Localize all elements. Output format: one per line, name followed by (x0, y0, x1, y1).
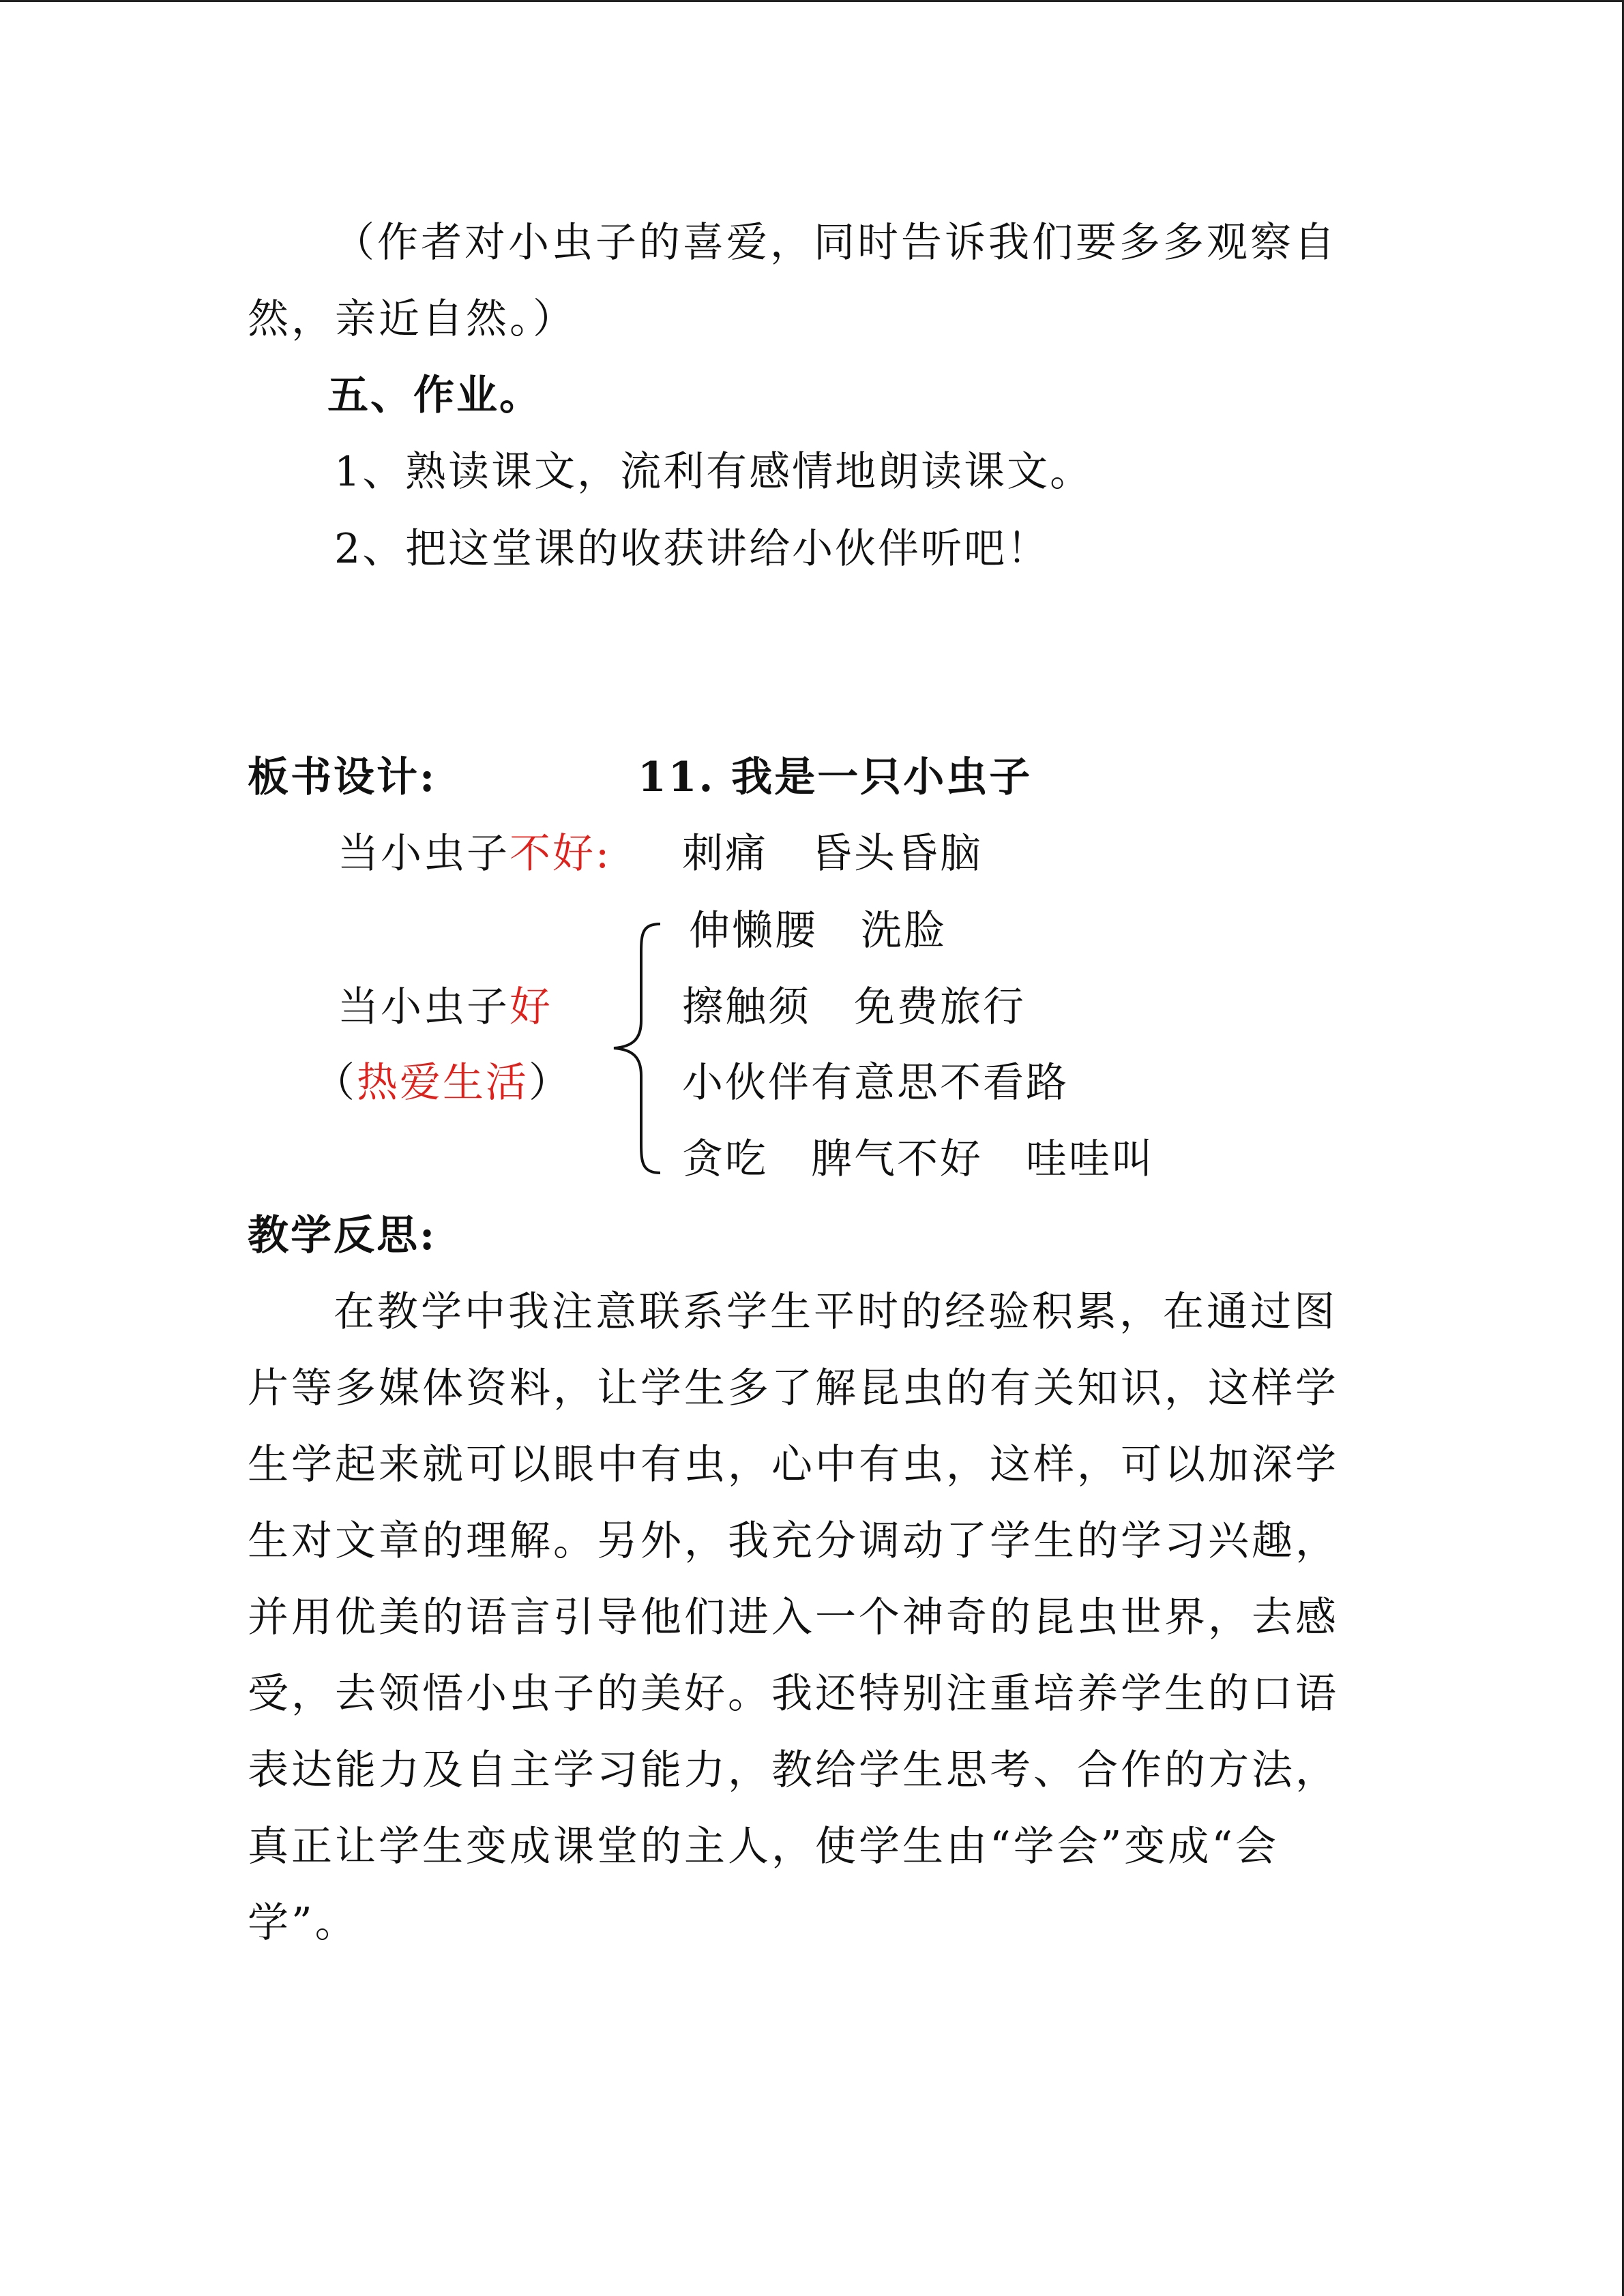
board-design-title: 11. 我是一只小虫子 (638, 754, 1033, 801)
homework-item-1: 1、熟读课文，流利有感情地朗读课文。 (334, 448, 1093, 496)
curly-brace-icon (607, 917, 682, 1180)
page-border-top (0, 0, 1624, 2)
good-item-4: 贪吃 脾气不好 哇哇叫 (682, 1135, 1155, 1183)
board-design-label: 板书设计: (248, 754, 437, 801)
homework-item-2: 2、把这堂课的收获讲给小伙伴听吧！ (334, 525, 1050, 573)
bad-row-items: 刺痛 昏头昏脑 (682, 830, 983, 878)
bad-row-prefix: 当小虫子 (338, 830, 510, 878)
good-row-highlight: 好 (510, 983, 552, 1031)
note-close-paren: ） (529, 1059, 572, 1107)
bad-row-label (338, 826, 611, 881)
good-row-label (338, 980, 552, 1034)
good-row-note (314, 1056, 572, 1110)
bad-row-highlight: 不好: (510, 830, 612, 878)
good-item-1: 伸懒腰 洗脸 (689, 907, 947, 955)
reflection-heading: 教学反思: (248, 1212, 437, 1259)
intro-paragraph: （作者对小虫子的喜爱，同时告诉我们要多多观察自然，亲近自然。） (248, 219, 1338, 343)
note-open-paren: （ (314, 1059, 357, 1107)
note-text: 热爱生活 (357, 1059, 529, 1107)
good-item-2: 擦触须 免费旅行 (682, 983, 1026, 1031)
good-item-3: 小伙伴有意思不看路 (682, 1059, 1069, 1107)
good-row-prefix: 当小虫子 (338, 983, 510, 1031)
homework-heading: 五、作业。 (327, 372, 542, 419)
reflection-paragraph: 在教学中我注意联系学生平时的经验积累，在通过图片等多媒体资料，让学生多了解昆虫的有关知识，这样学生学起来就可以眼中有虫，心中有虫，这样，可以加深学生对文章的理解。另外，我充分调动了学生的学习兴趣，并用优美的语言引导他们进入一个神奇的昆虫世界，去感受，去领悟小虫子的美好。我还特别注重培养学生的口语表达能力及自主学习能力，教给学生思考、合作的方法，真正让学生变成课堂的主人，使学生由“学会”变成“会学”。 (248, 1288, 1339, 1947)
